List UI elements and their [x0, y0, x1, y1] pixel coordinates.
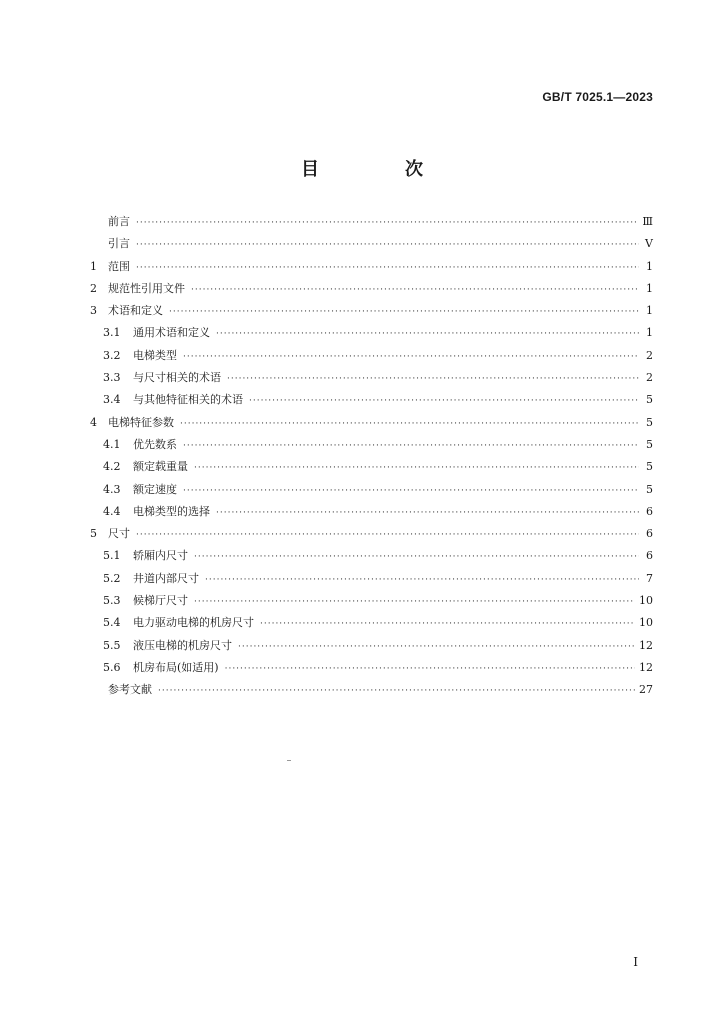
toc-entry-page: 6	[646, 549, 653, 563]
toc-entry-label: 电梯类型	[133, 348, 177, 362]
toc-dot-leader	[194, 457, 639, 479]
toc-entry-label: 液压电梯的机房尺寸	[133, 638, 232, 652]
toc-entry-label: 候梯厅尺寸	[133, 594, 188, 608]
toc-entry-number: 5.4	[103, 616, 121, 630]
toc-dot-leader	[136, 524, 639, 546]
toc-entry-page: 2	[646, 371, 653, 385]
toc-dot-leader	[194, 591, 635, 613]
toc-entry-number: 3.3	[103, 371, 121, 385]
toc-entry-label: 规范性引用文件	[108, 281, 185, 295]
toc-entry-page: 1	[646, 326, 653, 340]
toc-dot-leader	[136, 234, 639, 256]
toc-entry[interactable]	[90, 590, 653, 612]
toc-entry-label: 与其他特征相关的术语	[133, 393, 243, 407]
toc-entry-number: 4.2	[103, 460, 121, 474]
toc-entry[interactable]	[90, 568, 653, 590]
toc-title: 目 次	[301, 159, 457, 180]
toc-entry[interactable]	[90, 612, 653, 634]
toc-entry-page: 5	[646, 437, 653, 451]
toc-entry[interactable]	[90, 233, 653, 255]
toc-entry-number: 4.3	[103, 482, 121, 496]
toc-entry-page: 2	[646, 348, 653, 362]
toc-entry-number: 5.5	[103, 638, 121, 652]
toc-entry-label: 电梯类型的选择	[133, 504, 210, 518]
toc-entry-label: 前言	[108, 215, 130, 228]
toc-entry[interactable]	[90, 211, 653, 233]
toc-entry-label: 参考文献	[108, 683, 152, 697]
toc-entry-page: 27	[639, 683, 653, 697]
toc-entry[interactable]	[90, 523, 653, 545]
toc-dot-leader	[136, 212, 638, 234]
toc-entry-label: 额定载重量	[133, 460, 188, 474]
toc-dot-leader	[225, 658, 635, 680]
toc-dot-leader	[216, 502, 639, 524]
toc-entry[interactable]	[90, 256, 653, 278]
toc-entry-number: 5.1	[103, 549, 121, 563]
scan-speck	[287, 760, 291, 761]
toc-dot-leader	[136, 257, 639, 279]
toc-entry[interactable]	[90, 679, 653, 701]
table-of-contents	[90, 211, 653, 702]
toc-entry-page: 6	[646, 527, 653, 541]
toc-entry-page: 5	[646, 460, 653, 474]
toc-dot-leader	[194, 546, 639, 568]
toc-entry-label: 井道内部尺寸	[133, 571, 199, 585]
toc-dot-leader	[238, 636, 635, 658]
toc-entry-label: 轿厢内尺寸	[133, 549, 188, 563]
toc-entry-label: 尺寸	[108, 527, 130, 541]
toc-entry-page: 6	[646, 504, 653, 518]
toc-entry-label: 引言	[108, 237, 130, 251]
toc-entry-number: 2	[90, 281, 97, 295]
toc-dot-leader	[169, 301, 639, 323]
toc-entry[interactable]	[90, 412, 653, 434]
toc-entry-label: 范围	[108, 259, 130, 273]
toc-entry-number: 5.3	[103, 594, 121, 608]
toc-entry-number: 5	[90, 527, 97, 541]
toc-entry-number: 3	[90, 304, 97, 318]
toc-dot-leader	[183, 435, 639, 457]
toc-entry-page: 1	[646, 259, 653, 273]
toc-entry-number: 3.4	[103, 393, 121, 407]
toc-entry[interactable]	[90, 367, 653, 389]
toc-dot-leader	[205, 569, 639, 591]
toc-entry-page: 1	[646, 304, 653, 318]
toc-entry-label: 与尺寸相关的术语	[133, 371, 221, 385]
toc-entry[interactable]	[90, 479, 653, 501]
toc-entry-number: 5.6	[103, 660, 121, 674]
document-code: GB/T 7025.1—2023	[542, 90, 653, 104]
toc-entry[interactable]	[90, 322, 653, 344]
toc-dot-leader	[216, 323, 639, 345]
toc-entry-label: 额定速度	[133, 482, 177, 496]
toc-entry-page: 10	[639, 616, 653, 630]
toc-entry-number: 3.2	[103, 348, 121, 362]
toc-entry-page: 7	[646, 571, 653, 585]
toc-entry-page: Ⅲ	[642, 215, 653, 228]
toc-dot-leader	[191, 279, 639, 301]
toc-entry-label: 电力驱动电梯的机房尺寸	[133, 616, 254, 630]
toc-dot-leader	[158, 680, 635, 702]
toc-entry[interactable]	[90, 456, 653, 478]
toc-entry-number: 4.4	[103, 504, 121, 518]
toc-entry[interactable]	[90, 389, 653, 411]
toc-entry[interactable]	[90, 434, 653, 456]
toc-entry-number: 5.2	[103, 571, 121, 585]
toc-entry-label: 机房布局(如适用)	[133, 660, 219, 674]
toc-dot-leader	[227, 368, 639, 390]
toc-entry[interactable]	[90, 300, 653, 322]
toc-entry-page: 1	[646, 281, 653, 295]
toc-entry-page: 12	[639, 638, 653, 652]
toc-entry-number: 1	[90, 259, 97, 273]
toc-entry-page: 5	[646, 482, 653, 496]
toc-dot-leader	[249, 390, 639, 412]
toc-entry-label: 通用术语和定义	[133, 326, 210, 340]
toc-entry-page: 5	[646, 415, 653, 429]
toc-entry[interactable]	[90, 278, 653, 300]
toc-entry-page: 10	[639, 594, 653, 608]
toc-entry-label: 电梯特征参数	[108, 415, 174, 429]
toc-entry-label: 优先数系	[133, 437, 177, 451]
toc-dot-leader	[183, 346, 639, 368]
toc-entry-page: V	[645, 237, 653, 251]
toc-entry-number: 3.1	[103, 326, 121, 340]
toc-entry[interactable]	[90, 501, 653, 523]
toc-entry-number: 4	[90, 415, 97, 429]
toc-entry-number: 4.1	[103, 437, 121, 451]
toc-entry-page: 12	[639, 660, 653, 674]
toc-entry-page: 5	[646, 393, 653, 407]
toc-entry[interactable]	[90, 345, 653, 367]
toc-dot-leader	[183, 480, 639, 502]
toc-dot-leader	[260, 613, 635, 635]
toc-entry-label: 术语和定义	[108, 304, 163, 318]
page-folio: I	[633, 955, 638, 969]
toc-entry[interactable]	[90, 657, 653, 679]
toc-entry[interactable]	[90, 545, 653, 567]
toc-entry[interactable]	[90, 635, 653, 657]
toc-dot-leader	[180, 413, 639, 435]
